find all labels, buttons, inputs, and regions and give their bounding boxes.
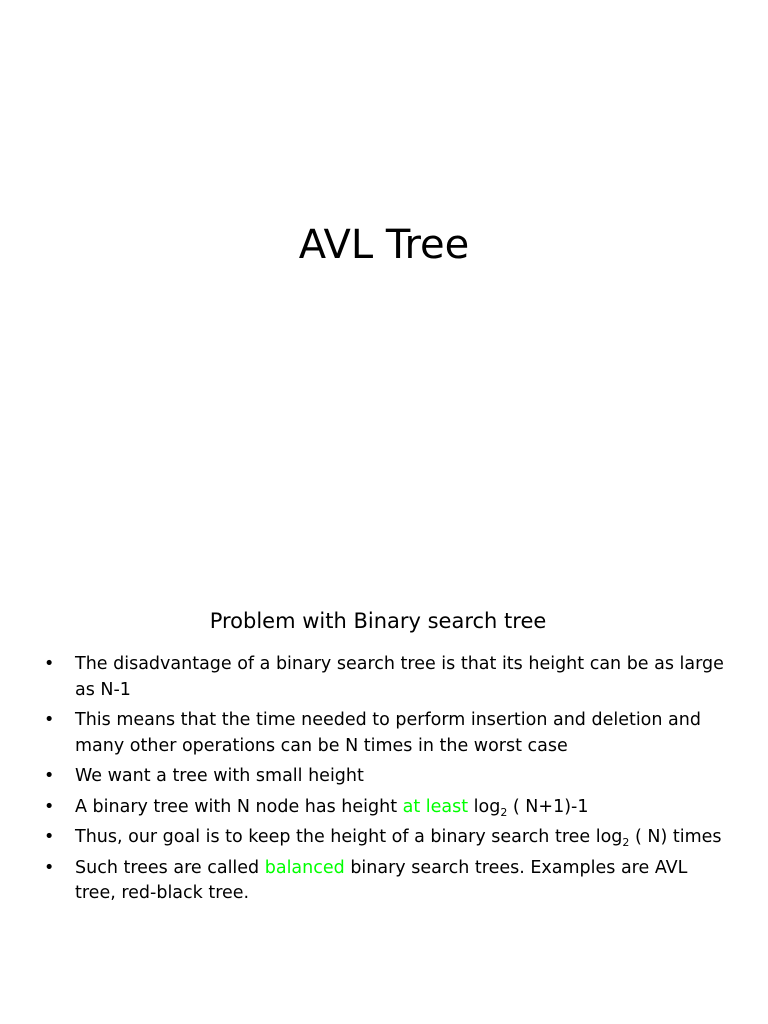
bullet-icon: • bbox=[44, 710, 55, 730]
bullet-icon: • bbox=[44, 827, 55, 847]
bullet-text-start: Thus, our goal is to keep the height of a binary search tree log bbox=[75, 827, 623, 847]
slide-heading: Problem with Binary search tree bbox=[209, 609, 547, 633]
bullet-text-middle: log bbox=[468, 796, 501, 817]
content-slide bbox=[0, 576, 768, 1024]
list-item bbox=[0, 708, 768, 759]
slide-title: AVL Tree bbox=[298, 222, 470, 268]
bullet-text: We want a tree with small height bbox=[75, 766, 364, 786]
bullet-icon: • bbox=[44, 796, 55, 817]
bullet-text-end: ( N) times bbox=[629, 827, 722, 847]
highlight-text: balanced bbox=[264, 857, 345, 878]
list-item bbox=[0, 795, 768, 821]
list-item bbox=[0, 652, 768, 703]
bullet-text: This means that the time needed to perform insertion and deletion and many other operations can be N times in the worst case bbox=[75, 710, 701, 756]
bullet-icon: • bbox=[44, 766, 55, 786]
bullet-icon: • bbox=[44, 857, 55, 878]
bullet-text-end: ( N+1)-1 bbox=[507, 796, 589, 817]
bullet-icon: • bbox=[44, 654, 55, 674]
bullet-text: The disadvantage of a binary search tree is that its height can be as large as N-1 bbox=[75, 654, 724, 700]
list-item bbox=[0, 825, 768, 851]
bullet-list bbox=[0, 652, 768, 912]
list-item bbox=[0, 856, 768, 907]
bullet-text-end: binary search trees. Examples are AVL tree, red-black tree. bbox=[75, 857, 688, 903]
list-item bbox=[0, 764, 768, 790]
subscript: 2 bbox=[622, 836, 630, 849]
bullet-text-start: Such trees are called bbox=[75, 857, 265, 878]
subscript: 2 bbox=[500, 805, 508, 819]
bullet-text-start: A binary tree with N node has height bbox=[75, 796, 403, 817]
highlight-text: at least bbox=[402, 796, 469, 817]
